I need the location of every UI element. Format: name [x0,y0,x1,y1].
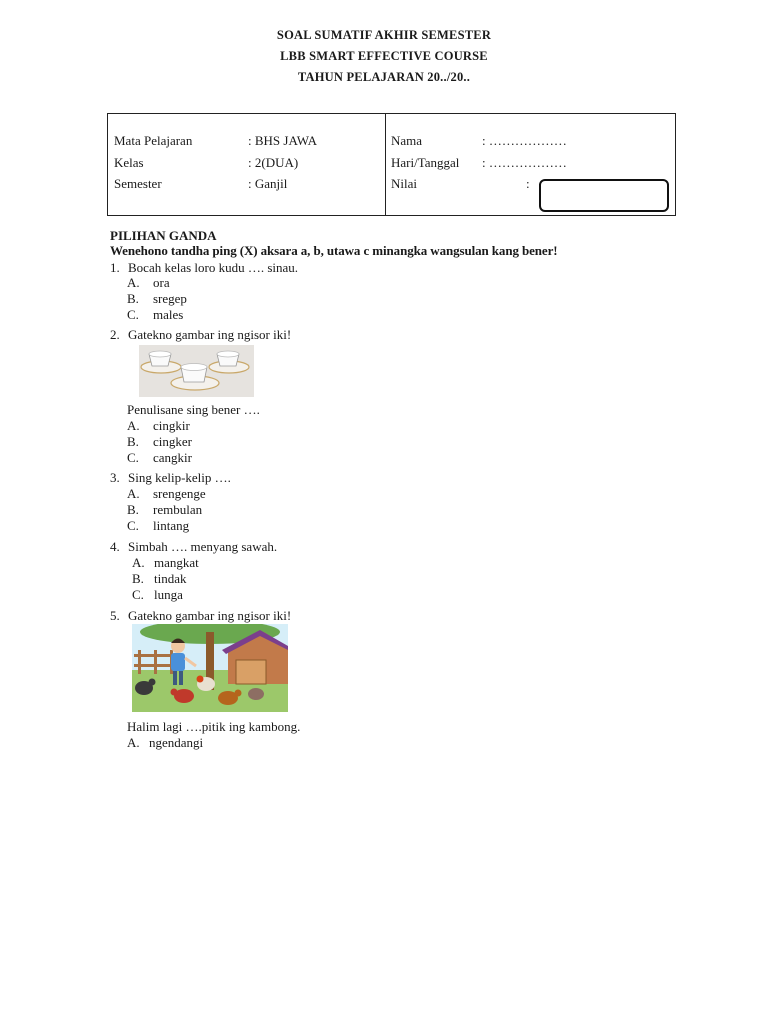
subject-value: : BHS JAWA [248,133,318,148]
q3-option-a[interactable] [127,486,206,502]
option-letter: A. [127,486,140,501]
question-5 [110,608,291,624]
date-field[interactable]: : ……………… [482,155,567,170]
option-letter: C. [127,518,139,533]
subject-label: Mata Pelajaran [114,133,193,148]
name-label: Nama [391,133,423,148]
q2-option-b[interactable] [127,434,192,450]
teacups-picture [139,345,254,397]
option-text: lunga [154,587,183,602]
date-label: Hari/Tanggal [391,155,460,170]
option-text: sregep [153,291,187,306]
q3-option-b[interactable] [127,502,202,518]
semester-value: : Ganjil [248,176,288,191]
question-number: 3. [110,470,120,485]
question-number: 4. [110,539,120,554]
class-label: Kelas [114,155,144,170]
question-2 [110,327,291,343]
question-text: Gatekno gambar ing ngisor iki! [128,327,292,342]
q5-option-a[interactable] [127,735,203,751]
option-text: lintang [153,518,190,533]
q4-option-c[interactable] [132,587,183,603]
farm-picture [132,624,288,712]
question-number: 1. [110,260,120,275]
q1-option-c[interactable] [127,307,183,323]
option-text: rembulan [153,502,203,517]
question-text: Simbah …. menyang sawah. [128,539,278,554]
option-text: ora [153,275,170,290]
question-text: Bocah kelas loro kudu …. sinau. [128,260,299,275]
option-letter: A. [132,555,145,570]
option-letter: A. [127,735,140,750]
option-letter: A. [127,275,140,290]
question-3 [110,470,231,486]
option-text: tindak [154,571,187,586]
q1-option-a[interactable] [127,275,170,291]
boy-feeding-chickens-icon [132,624,288,712]
option-letter: B. [132,571,144,586]
exam-title: SOAL SUMATIF AKHIR SEMESTER [276,28,492,42]
q4-option-b[interactable] [132,571,187,587]
option-letter: A. [127,418,140,433]
class-value: : 2(DUA) [248,155,299,170]
score-box[interactable] [539,179,669,212]
option-text: cingkir [153,418,190,433]
option-text: males [153,307,184,322]
option-text: ngendangi [149,735,204,750]
question-number: 5. [110,608,120,623]
option-text: cingker [153,434,192,449]
option-letter: B. [127,291,139,306]
option-letter: C. [127,307,139,322]
section-title: PILIHAN GANDA [110,228,217,243]
q2-option-a[interactable] [127,418,190,434]
school-year: TAHUN PELAJARAN 20../20.. [297,70,471,84]
question-4 [110,539,277,555]
question-5-prompt: Halim lagi ….pitik ing kambong. [127,719,301,734]
instruction-text: Wenehono tandha ping (X) aksara a, b, utawa c minangka wangsulan kang bener! [110,243,558,258]
course-name: LBB SMART EFFECTIVE COURSE [280,49,488,63]
option-letter: C. [127,450,139,465]
name-field[interactable]: : ……………… [482,133,567,148]
question-1 [110,260,298,276]
option-text: mangkat [154,555,199,570]
score-colon: : [526,176,530,191]
question-2-prompt: Penulisane sing bener …. [127,402,260,417]
q2-option-c[interactable] [127,450,192,466]
score-label: Nilai [391,176,417,191]
q3-option-c[interactable] [127,518,189,534]
option-text: srengenge [153,486,206,501]
question-text: Sing kelip-kelip …. [128,470,231,485]
option-text: cangkir [153,450,192,465]
teacups-icon [139,345,254,397]
q4-option-a[interactable] [132,555,199,571]
info-box-divider [385,114,386,215]
question-number: 2. [110,327,120,342]
q1-option-b[interactable] [127,291,187,307]
option-letter: C. [132,587,144,602]
option-letter: B. [127,502,139,517]
question-text: Gatekno gambar ing ngisor iki! [128,608,292,623]
semester-label: Semester [114,176,162,191]
student-info-box [107,113,676,216]
option-letter: B. [127,434,139,449]
